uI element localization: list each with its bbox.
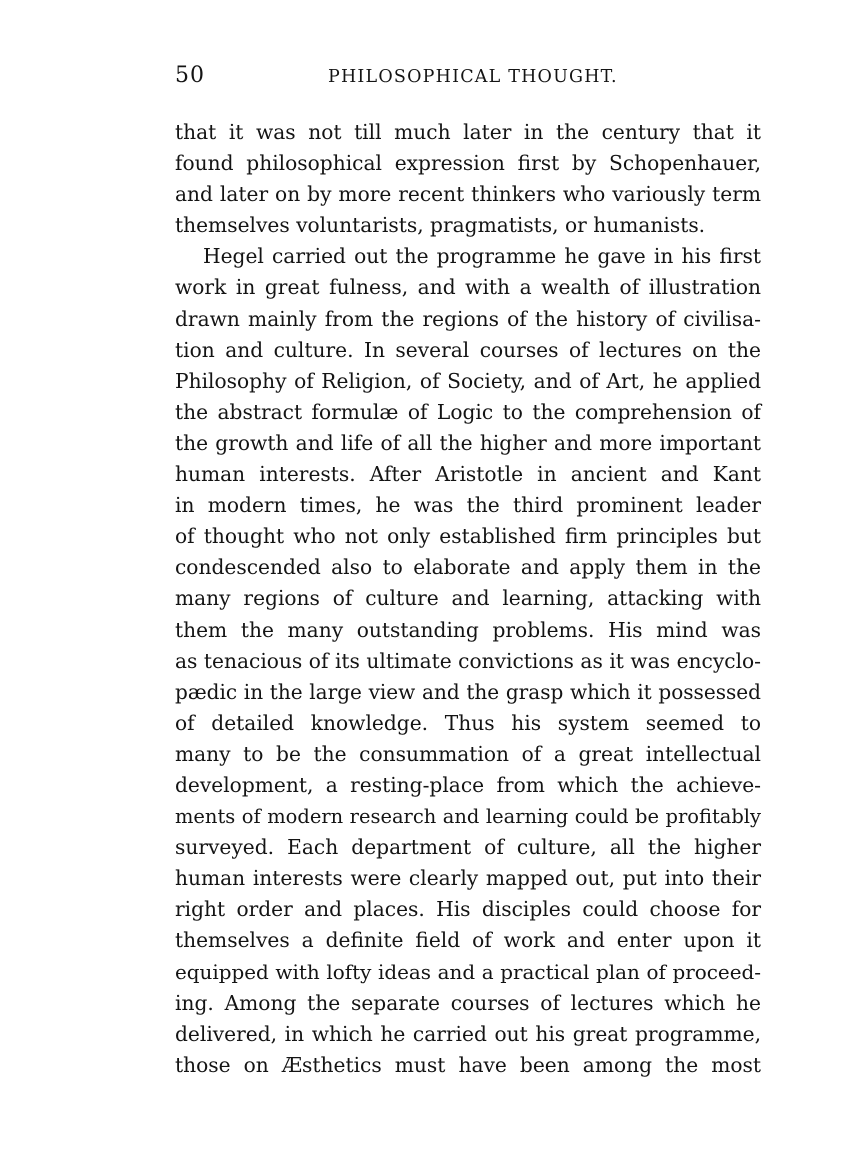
body-text bbox=[175, 117, 761, 1081]
text-line: delivered, in which he carried out his great programme, bbox=[175, 1021, 761, 1046]
text-line: Hegel carried out the programme he gave in his first bbox=[203, 244, 761, 269]
text-line: themselves a definite field of work and enter upon it bbox=[175, 928, 761, 953]
text-line: in modern times, he was the third prominent leader bbox=[175, 493, 761, 518]
text-line: many to be the consummation of a great intellectual bbox=[175, 741, 761, 766]
text-line: development, a resting-place from which the achieve- bbox=[175, 772, 761, 797]
text-line: those on Æsthetics must have been among the most bbox=[175, 1052, 761, 1077]
text-line: condescended also to elaborate and apply them in the bbox=[175, 555, 761, 580]
text-line: themselves voluntarists, pragmatists, or humanists. bbox=[175, 213, 706, 238]
text-line: of thought who not only established firm principles but bbox=[175, 524, 761, 549]
text-line: them the many outstanding problems. His mind was bbox=[175, 617, 761, 642]
text-line: human interests were clearly mapped out, put into their bbox=[175, 866, 761, 891]
text-line: right order and places. His disciples could choose for bbox=[175, 897, 761, 922]
text-line: work in great fulness, and with a wealth of illustration bbox=[175, 275, 761, 300]
text-line: equipped with lofty ideas and a practical plan of proceed- bbox=[175, 960, 761, 984]
text-line: as tenacious of its ultimate convictions as it was encyclo- bbox=[175, 648, 761, 673]
text-line: surveyed. Each department of culture, all the higher bbox=[175, 835, 761, 860]
text-line: tion and culture. In several courses of lectures on the bbox=[175, 337, 761, 362]
text-line: ing. Among the separate courses of lectures which he bbox=[175, 990, 761, 1015]
text-line: ments of modern research and learning could be profitably bbox=[175, 805, 761, 829]
text-line: many regions of culture and learning, attacking with bbox=[175, 586, 761, 611]
text-line: that it was not till much later in the century that it bbox=[175, 120, 761, 144]
text-line: the abstract formulæ of Logic to the comprehension of bbox=[175, 399, 761, 424]
text-line: drawn mainly from the regions of the history of civilisa- bbox=[175, 306, 761, 331]
text-line: the growth and life of all the higher and more important bbox=[175, 430, 761, 455]
page-number: 50 bbox=[175, 63, 205, 88]
text-line: of detailed knowledge. Thus his system seemed to bbox=[175, 710, 761, 735]
running-head-title: PHILOSOPHICAL THOUGHT. bbox=[328, 67, 618, 87]
text-line: and later on by more recent thinkers who variously term bbox=[175, 182, 761, 207]
text-line: pædic in the large view and the grasp which it possessed bbox=[175, 679, 761, 704]
text-line: Philosophy of Religion, of Society, and of Art, he applied bbox=[175, 368, 761, 393]
text-line: human interests. After Aristotle in ancient and Kant bbox=[175, 462, 761, 487]
text-line: found philosophical expression first by Schopenhauer, bbox=[175, 151, 761, 176]
